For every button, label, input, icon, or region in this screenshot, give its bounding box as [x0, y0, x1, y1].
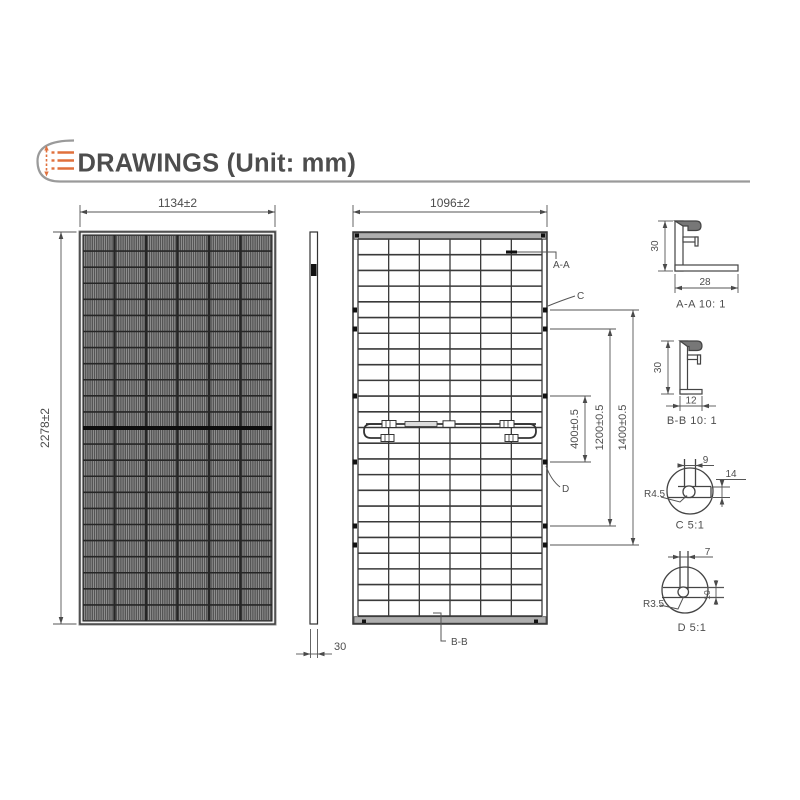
dim-mount-outer: 1400±0.5 — [617, 404, 629, 451]
detail-d-title: D 5:1 — [677, 622, 707, 634]
detail-bb-title: B-B 10: 1 — [666, 415, 718, 427]
dim-mount-middle: 1200±0.5 — [594, 404, 606, 451]
dim-front-width: 1134±2 — [157, 196, 198, 210]
page-title: DRAWINGS (Unit: mm) — [77, 149, 357, 178]
back-view — [353, 232, 548, 624]
dim-d-slot-width: 7 — [704, 547, 711, 558]
dim-side-thickness: 30 — [334, 641, 347, 653]
list-with-arrows-icon — [44, 146, 74, 177]
junction-box-edge — [311, 264, 317, 276]
dim-bb-height: 30 — [653, 361, 664, 374]
section-label-d: D — [562, 484, 570, 495]
detail-c — [661, 459, 713, 514]
section-label-aa: A-A — [553, 260, 570, 271]
front-view — [79, 231, 276, 625]
connector — [443, 421, 455, 428]
dim-d-slot-height: 10 — [702, 590, 712, 600]
section-label-bb: B-B — [451, 637, 468, 648]
side-view — [310, 232, 318, 624]
detail-bb — [680, 341, 702, 394]
section-label-c: C — [577, 291, 585, 302]
dim-d-radius: R3.5 — [643, 599, 665, 610]
connector — [381, 435, 394, 442]
section-aa-cut-mark — [506, 251, 517, 254]
dim-aa-width: 28 — [699, 277, 711, 288]
dim-bb-width: 12 — [685, 395, 697, 407]
connector — [500, 421, 514, 428]
detail-aa-title: A-A 10: 1 — [676, 298, 726, 311]
dim-c-slot-width: 9 — [702, 455, 709, 466]
connector — [505, 435, 518, 442]
detail-c-title: C 5:1 — [675, 519, 705, 532]
detail-aa — [675, 221, 738, 271]
dim-mount-inner: 400±0.5 — [569, 409, 581, 449]
header — [38, 141, 751, 182]
connector — [382, 421, 396, 428]
frame-bottom-bar — [354, 617, 546, 624]
dim-c-radius: R4.5 — [644, 489, 666, 500]
dim-aa-height: 30 — [650, 240, 661, 252]
dim-front-height: 2278±2 — [38, 408, 52, 448]
dim-back-width: 1096±2 — [430, 196, 470, 210]
dim-c-slot-length: 14 — [725, 469, 737, 480]
